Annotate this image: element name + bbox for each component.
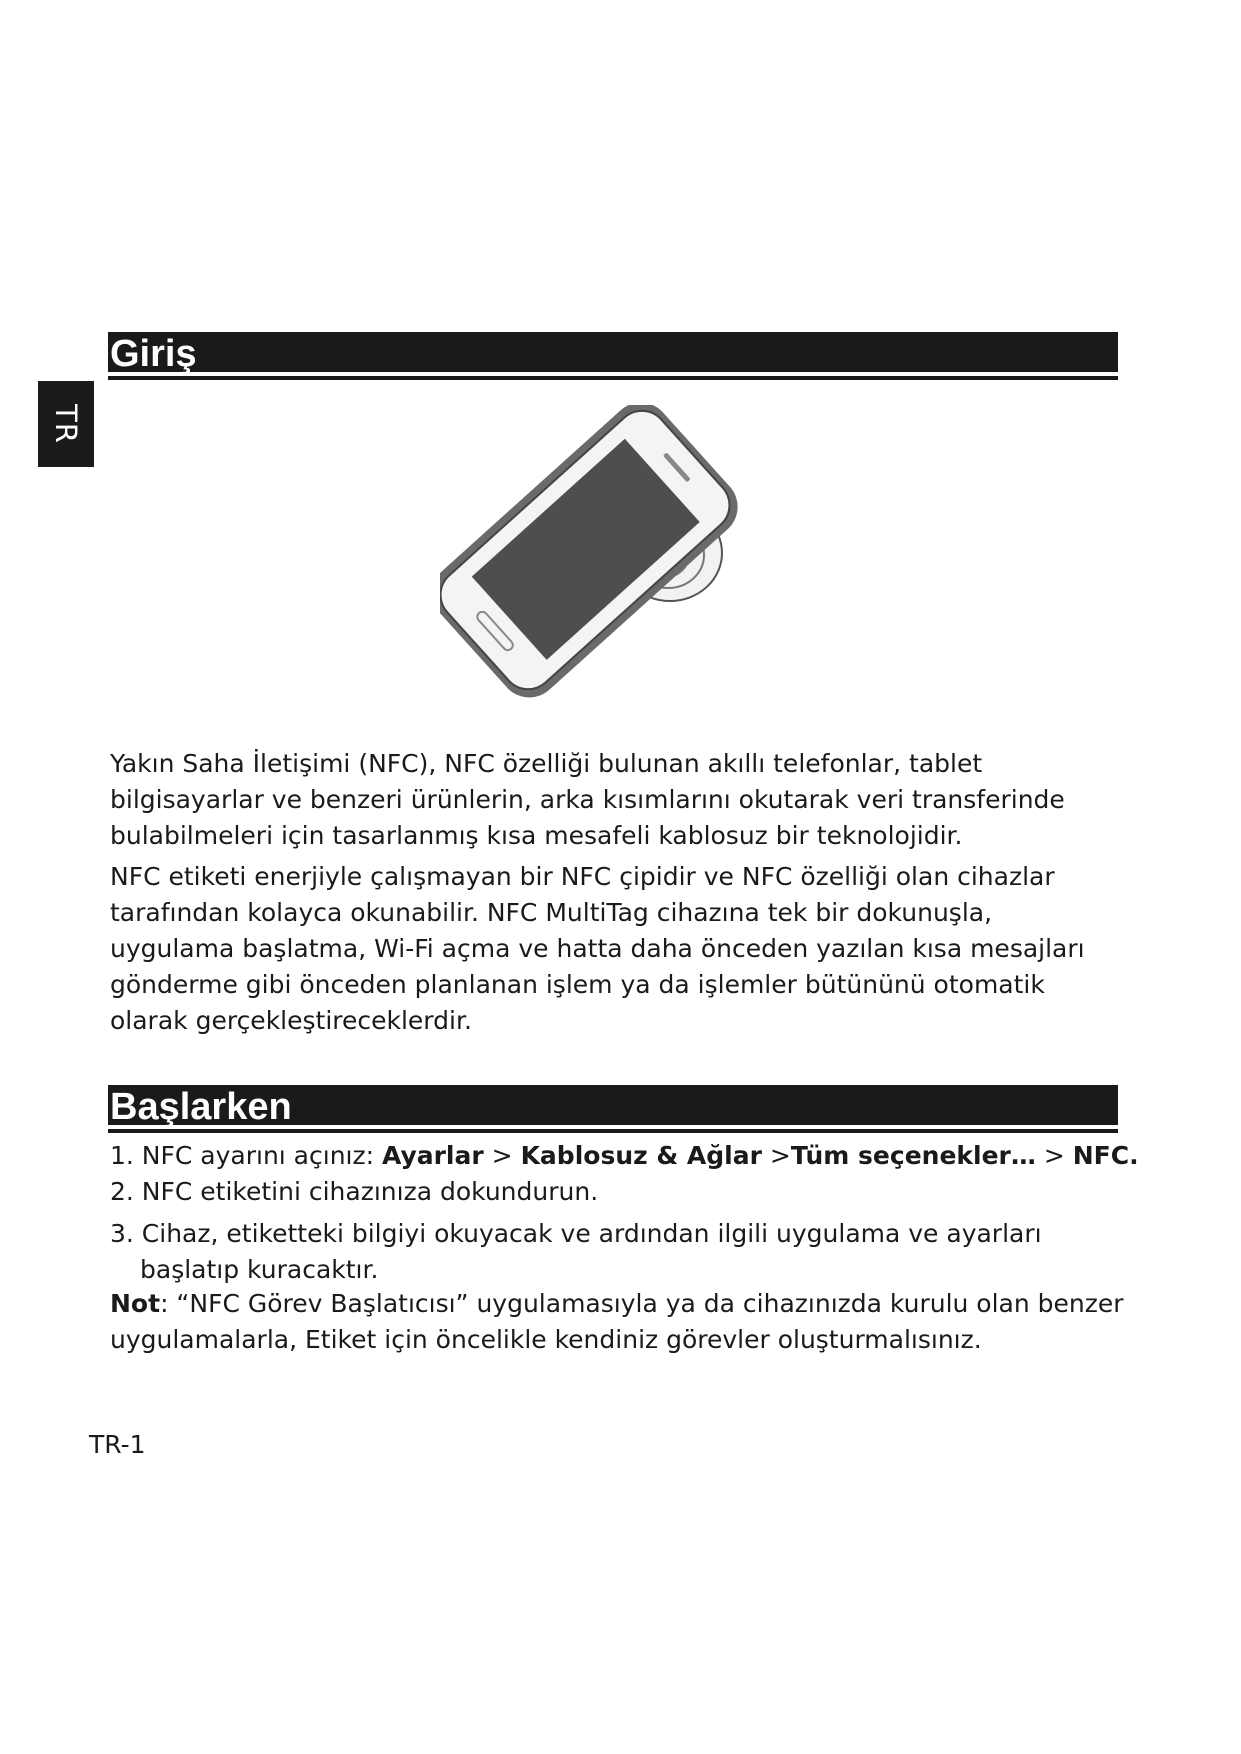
section-heading-getting-started	[108, 1085, 1118, 1133]
text-line: Yakın Saha İletişimi (NFC), NFC özelliği bulunan akıllı telefonlar, tablet	[110, 749, 983, 778]
note	[110, 1286, 1130, 1358]
heading-rule	[108, 376, 1118, 380]
intro-paragraph-2	[110, 859, 1130, 1039]
text-line: uygulama başlatma, Wi-Fi açma ve hatta daha önceden yazılan kısa mesajları	[110, 934, 1085, 963]
note-line-1: Not: “NFC Görev Başlatıcısı” uygulamasıyla ya da cihazınızda kurulu olan benzer	[110, 1289, 1124, 1318]
section-heading-intro	[108, 332, 1118, 380]
steps-list	[110, 1138, 1139, 1288]
note-label: Not	[110, 1289, 161, 1318]
section-title-intro: Giriş	[108, 332, 1118, 372]
intro-paragraph-1	[110, 746, 1130, 854]
step-1: 1. NFC ayarını açınız: Ayarlar > Kablosuz & Ağlar >Tüm seçenekler… > NFC.	[110, 1141, 1139, 1170]
page-number: TR-1	[89, 1430, 146, 1459]
text-line: gönderme gibi önceden planlanan işlem ya da işlemler bütününü otomatik	[110, 970, 1045, 999]
note-line-2: uygulamalarla, Etiket için öncelikle kendiniz görevler oluşturmalısınız.	[110, 1325, 982, 1354]
text-line: bilgisayarlar ve benzeri ürünlerin, arka kısımlarını okutarak veri transferinde	[110, 785, 1065, 814]
text-line: olarak gerçekleştireceklerdir.	[110, 1006, 472, 1035]
text-line: bulabilmeleri için tasarlanmış kısa mesafeli kablosuz bir teknolojidir.	[110, 821, 963, 850]
language-tab-label: TR	[49, 404, 83, 444]
text-line: tarafından kolayca okunabilir. NFC MultiTag cihazına tek bir dokunuşla,	[110, 898, 993, 927]
text-line: NFC etiketi enerjiyle çalışmayan bir NFC çipidir ve NFC özelliği olan cihazlar	[110, 862, 1055, 891]
phone-on-nfc-tag-icon	[440, 405, 760, 705]
step-2: 2. NFC etiketini cihazınıza dokundurun.	[110, 1177, 599, 1206]
section-title-getting-started: Başlarken	[108, 1085, 1118, 1125]
heading-rule	[108, 1129, 1118, 1133]
step-3-continued: başlatıp kuracaktır.	[140, 1255, 379, 1284]
language-tab	[38, 381, 94, 467]
step-3: 3. Cihaz, etiketteki bilgiyi okuyacak ve ardından ilgili uygulama ve ayarları	[110, 1219, 1042, 1248]
